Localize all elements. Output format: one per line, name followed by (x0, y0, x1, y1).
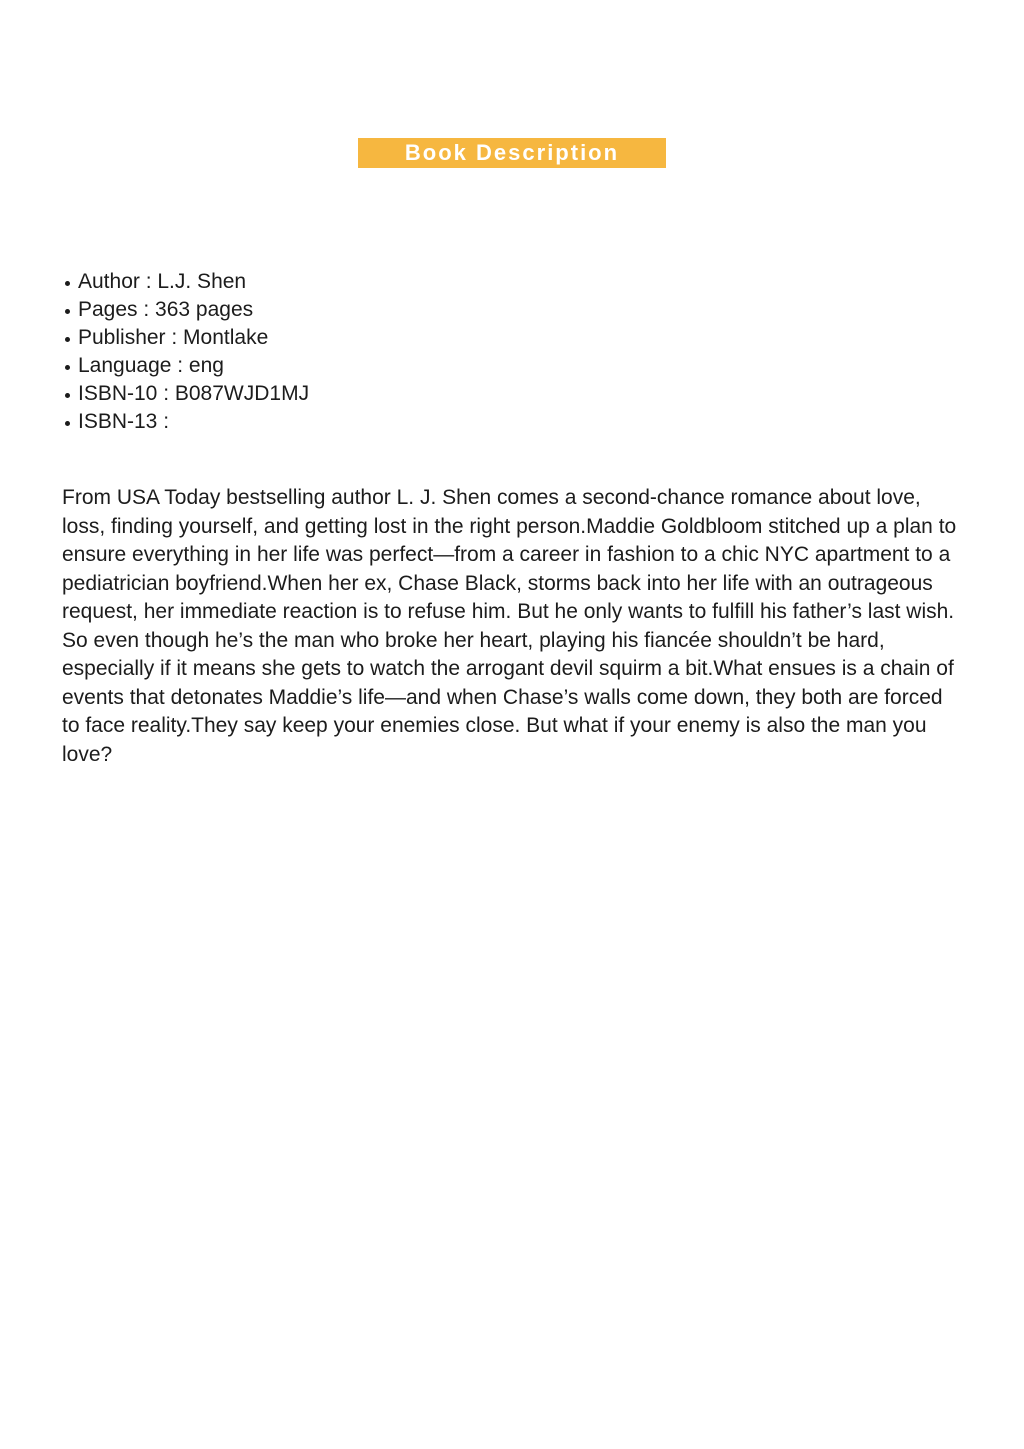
page-title: Book Description (358, 138, 666, 168)
book-description-text: From USA Today bestselling author L. J. Shen comes a second-chance romance about love, loss, finding yourself, and getting lost in the right person.Maddie Goldbloom stitched up a plan to ensure everything in her life was perfect—from a career in fashion to a chic NYC apartment to a pediatrician boyfriend.When her ex, Chase Black, storms back into her life with an outrageous request, her immediate reaction is to refuse him. But he only wants to fulfill his father’s last wish. So even though he’s the man who broke her heart, playing his fiancée shouldn’t be hard, especially if it means she gets to watch the arrogant devil squirm a bit.What ensues is a chain of events that detonates Maddie’s life—and when Chase’s walls come down, they both are forced to face reality.They say keep your enemies close. But what if your enemy is also the man you love? (62, 486, 957, 766)
book-detail-isbn13: ISBN-13 : (65, 408, 1024, 436)
book-detail-pages: Pages : 363 pages (65, 296, 1024, 324)
title-banner-container (0, 0, 1024, 168)
book-detail-isbn10: ISBN-10 : B087WJD1MJ (65, 380, 1024, 408)
book-details-list (65, 268, 1024, 436)
book-detail-language: Language : eng (65, 352, 1024, 380)
book-detail-author: Author : L.J. Shen (65, 268, 1024, 296)
book-detail-publisher: Publisher : Montlake (65, 324, 1024, 352)
